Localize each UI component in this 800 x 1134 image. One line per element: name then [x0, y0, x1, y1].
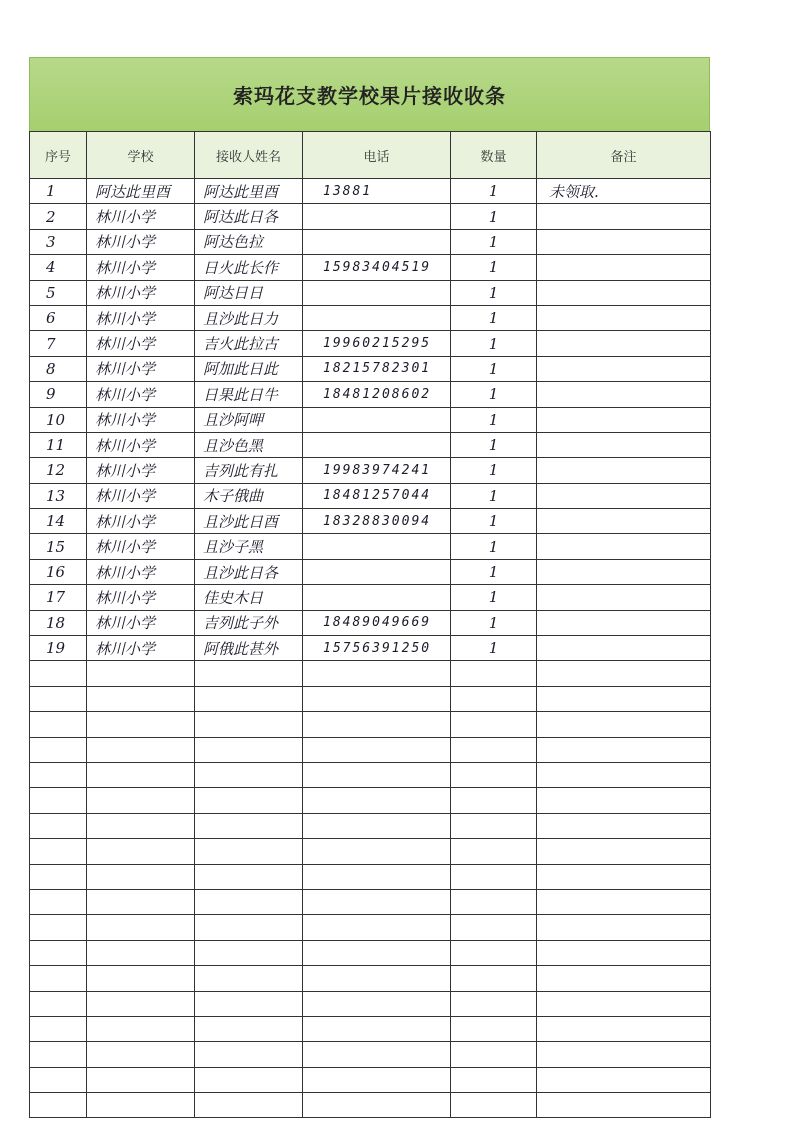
cell-note: [537, 356, 711, 381]
cell-phone: [303, 305, 451, 330]
empty-cell: [30, 940, 87, 965]
cell-phone: 15756391250: [303, 636, 451, 661]
empty-cell: [30, 813, 87, 838]
empty-cell: [87, 839, 195, 864]
empty-cell: [451, 839, 537, 864]
cell-no: 3: [30, 229, 87, 254]
empty-cell: [30, 1067, 87, 1092]
empty-cell: [537, 991, 711, 1016]
empty-row: [30, 915, 711, 940]
empty-cell: [87, 661, 195, 686]
empty-cell: [303, 864, 451, 889]
cell-receiver: 佳史木日: [195, 585, 303, 610]
header-phone: 电话: [303, 132, 451, 179]
cell-qty: 1: [451, 559, 537, 584]
empty-cell: [195, 813, 303, 838]
cell-no: 17: [30, 585, 87, 610]
table-row: [30, 407, 711, 432]
empty-row: [30, 991, 711, 1016]
cell-receiver: 阿加此日此: [195, 356, 303, 381]
empty-cell: [30, 1016, 87, 1041]
empty-cell: [30, 966, 87, 991]
cell-school: 林川小学: [87, 280, 195, 305]
table-row: [30, 356, 711, 381]
cell-phone: 15983404519: [303, 255, 451, 280]
empty-cell: [303, 788, 451, 813]
empty-cell: [303, 712, 451, 737]
cell-no: 2: [30, 204, 87, 229]
empty-cell: [303, 1016, 451, 1041]
cell-receiver: 木子俄曲: [195, 483, 303, 508]
header-no: 序号: [30, 132, 87, 179]
cell-note: [537, 229, 711, 254]
empty-cell: [303, 1042, 451, 1067]
empty-cell: [30, 1042, 87, 1067]
cell-phone: [303, 432, 451, 457]
empty-cell: [303, 686, 451, 711]
title-bar: [29, 57, 710, 131]
empty-cell: [195, 991, 303, 1016]
cell-qty: 1: [451, 458, 537, 483]
cell-no: 18: [30, 610, 87, 635]
empty-cell: [537, 1042, 711, 1067]
table-row: [30, 331, 711, 356]
empty-cell: [195, 737, 303, 762]
table-row: [30, 610, 711, 635]
cell-note: [537, 280, 711, 305]
empty-row: [30, 712, 711, 737]
cell-no: 19: [30, 636, 87, 661]
cell-school: 林川小学: [87, 255, 195, 280]
cell-school: 林川小学: [87, 636, 195, 661]
cell-qty: 1: [451, 255, 537, 280]
empty-row: [30, 813, 711, 838]
empty-cell: [303, 991, 451, 1016]
empty-row: [30, 788, 711, 813]
cell-qty: 1: [451, 407, 537, 432]
cell-qty: 1: [451, 331, 537, 356]
empty-cell: [195, 940, 303, 965]
table-row: [30, 382, 711, 407]
empty-cell: [30, 839, 87, 864]
cell-school: 林川小学: [87, 229, 195, 254]
empty-cell: [195, 661, 303, 686]
table-row: [30, 305, 711, 330]
header-school: 学校: [87, 132, 195, 179]
empty-cell: [537, 915, 711, 940]
empty-cell: [303, 762, 451, 787]
cell-receiver: 阿达此里酉: [195, 179, 303, 204]
cell-school: 林川小学: [87, 483, 195, 508]
empty-cell: [451, 889, 537, 914]
cell-school: 林川小学: [87, 559, 195, 584]
cell-school: 林川小学: [87, 585, 195, 610]
cell-receiver: 日火此长作: [195, 255, 303, 280]
empty-cell: [303, 661, 451, 686]
empty-cell: [30, 712, 87, 737]
empty-cell: [195, 762, 303, 787]
cell-receiver: 且沙此日各: [195, 559, 303, 584]
empty-cell: [537, 788, 711, 813]
empty-cell: [451, 762, 537, 787]
empty-cell: [30, 915, 87, 940]
cell-phone: 18481208602: [303, 382, 451, 407]
empty-cell: [87, 940, 195, 965]
cell-no: 1: [30, 179, 87, 204]
empty-cell: [537, 737, 711, 762]
empty-cell: [195, 966, 303, 991]
cell-phone: [303, 585, 451, 610]
cell-receiver: 且沙此日酉: [195, 509, 303, 534]
empty-cell: [87, 991, 195, 1016]
cell-qty: 1: [451, 280, 537, 305]
cell-school: 林川小学: [87, 407, 195, 432]
empty-cell: [30, 889, 87, 914]
empty-cell: [195, 864, 303, 889]
empty-row: [30, 1093, 711, 1118]
cell-qty: 1: [451, 179, 537, 204]
empty-cell: [537, 839, 711, 864]
table-row: [30, 255, 711, 280]
cell-no: 13: [30, 483, 87, 508]
empty-cell: [451, 1093, 537, 1118]
cell-phone: 19983974241: [303, 458, 451, 483]
table-row: [30, 585, 711, 610]
cell-note: [537, 255, 711, 280]
cell-receiver: 阿达色拉: [195, 229, 303, 254]
empty-row: [30, 1042, 711, 1067]
empty-cell: [451, 1067, 537, 1092]
cell-school: 林川小学: [87, 610, 195, 635]
empty-cell: [87, 1016, 195, 1041]
cell-school: 林川小学: [87, 305, 195, 330]
empty-cell: [87, 915, 195, 940]
empty-cell: [451, 686, 537, 711]
cell-no: 16: [30, 559, 87, 584]
cell-phone: 18215782301: [303, 356, 451, 381]
empty-cell: [537, 712, 711, 737]
cell-phone: [303, 559, 451, 584]
empty-cell: [451, 1016, 537, 1041]
cell-school: 林川小学: [87, 534, 195, 559]
table-row: [30, 636, 711, 661]
cell-no: 14: [30, 509, 87, 534]
cell-qty: 1: [451, 636, 537, 661]
empty-cell: [451, 940, 537, 965]
empty-cell: [537, 940, 711, 965]
empty-row: [30, 839, 711, 864]
cell-receiver: 且沙子黑: [195, 534, 303, 559]
empty-cell: [451, 712, 537, 737]
empty-cell: [451, 915, 537, 940]
table-row: [30, 534, 711, 559]
empty-cell: [303, 737, 451, 762]
empty-cell: [303, 1093, 451, 1118]
empty-cell: [87, 712, 195, 737]
cell-qty: 1: [451, 483, 537, 508]
cell-receiver: 且沙此日力: [195, 305, 303, 330]
cell-note: [537, 610, 711, 635]
cell-phone: 18481257044: [303, 483, 451, 508]
cell-phone: 18328830094: [303, 509, 451, 534]
cell-phone: [303, 407, 451, 432]
table-row: [30, 280, 711, 305]
empty-cell: [87, 686, 195, 711]
empty-cell: [303, 889, 451, 914]
cell-note: [537, 305, 711, 330]
cell-note: [537, 331, 711, 356]
empty-row: [30, 737, 711, 762]
empty-cell: [195, 712, 303, 737]
cell-phone: [303, 534, 451, 559]
empty-cell: [30, 661, 87, 686]
cell-phone: [303, 280, 451, 305]
cell-note: [537, 636, 711, 661]
empty-cell: [195, 788, 303, 813]
cell-qty: 1: [451, 509, 537, 534]
empty-cell: [87, 1093, 195, 1118]
header-qty: 数量: [451, 132, 537, 179]
cell-no: 15: [30, 534, 87, 559]
empty-cell: [537, 1067, 711, 1092]
cell-phone: [303, 229, 451, 254]
cell-no: 8: [30, 356, 87, 381]
empty-cell: [195, 915, 303, 940]
table-body: [30, 179, 711, 1118]
cell-qty: 1: [451, 432, 537, 457]
empty-cell: [303, 1067, 451, 1092]
empty-row: [30, 940, 711, 965]
cell-no: 11: [30, 432, 87, 457]
table-row: [30, 559, 711, 584]
cell-qty: 1: [451, 610, 537, 635]
empty-row: [30, 889, 711, 914]
empty-cell: [195, 1067, 303, 1092]
empty-row: [30, 966, 711, 991]
table-row: [30, 179, 711, 204]
empty-cell: [195, 1093, 303, 1118]
cell-receiver: 吉列此子外: [195, 610, 303, 635]
cell-receiver: 阿达此日各: [195, 204, 303, 229]
receipt-table: [29, 131, 711, 1118]
cell-receiver: 吉列此有扎: [195, 458, 303, 483]
empty-cell: [30, 788, 87, 813]
empty-cell: [87, 788, 195, 813]
cell-note: 未领取.: [537, 179, 711, 204]
cell-school: 林川小学: [87, 204, 195, 229]
cell-note: [537, 585, 711, 610]
empty-cell: [303, 839, 451, 864]
empty-cell: [537, 686, 711, 711]
cell-no: 7: [30, 331, 87, 356]
cell-receiver: 阿达日日: [195, 280, 303, 305]
cell-note: [537, 483, 711, 508]
empty-cell: [30, 1093, 87, 1118]
empty-cell: [451, 991, 537, 1016]
empty-cell: [87, 762, 195, 787]
empty-cell: [195, 1016, 303, 1041]
cell-phone: 13881: [303, 179, 451, 204]
table-row: [30, 458, 711, 483]
cell-school: 阿达此里酉: [87, 179, 195, 204]
cell-school: 林川小学: [87, 331, 195, 356]
empty-cell: [451, 966, 537, 991]
table-row: [30, 509, 711, 534]
empty-row: [30, 1016, 711, 1041]
empty-row: [30, 762, 711, 787]
cell-note: [537, 509, 711, 534]
cell-school: 林川小学: [87, 509, 195, 534]
cell-no: 9: [30, 382, 87, 407]
table-row: [30, 229, 711, 254]
cell-qty: 1: [451, 356, 537, 381]
cell-receiver: 且沙色黑: [195, 432, 303, 457]
cell-receiver: 日果此日牛: [195, 382, 303, 407]
empty-cell: [195, 686, 303, 711]
cell-no: 5: [30, 280, 87, 305]
empty-cell: [195, 1042, 303, 1067]
empty-cell: [303, 940, 451, 965]
cell-school: 林川小学: [87, 432, 195, 457]
empty-cell: [537, 864, 711, 889]
empty-cell: [30, 991, 87, 1016]
empty-cell: [303, 915, 451, 940]
page-title: 索玛花支教学校果片接收收条: [233, 84, 506, 108]
cell-qty: 1: [451, 229, 537, 254]
empty-cell: [30, 737, 87, 762]
empty-cell: [451, 1042, 537, 1067]
empty-cell: [537, 762, 711, 787]
header-note: 备注: [537, 132, 711, 179]
cell-phone: 18489049669: [303, 610, 451, 635]
empty-cell: [537, 966, 711, 991]
table-row: [30, 432, 711, 457]
table-row: [30, 483, 711, 508]
cell-note: [537, 458, 711, 483]
cell-qty: 1: [451, 305, 537, 330]
empty-cell: [451, 813, 537, 838]
cell-no: 12: [30, 458, 87, 483]
empty-cell: [537, 661, 711, 686]
cell-phone: 19960215295: [303, 331, 451, 356]
empty-cell: [87, 1042, 195, 1067]
empty-row: [30, 686, 711, 711]
empty-cell: [537, 1093, 711, 1118]
cell-receiver: 吉火此拉古: [195, 331, 303, 356]
cell-qty: 1: [451, 382, 537, 407]
empty-cell: [451, 788, 537, 813]
cell-qty: 1: [451, 585, 537, 610]
empty-cell: [195, 839, 303, 864]
cell-note: [537, 204, 711, 229]
empty-cell: [30, 686, 87, 711]
cell-note: [537, 534, 711, 559]
cell-no: 6: [30, 305, 87, 330]
cell-note: [537, 407, 711, 432]
receipt-sheet: [29, 57, 710, 1118]
cell-receiver: 且沙阿呷: [195, 407, 303, 432]
empty-cell: [451, 661, 537, 686]
empty-row: [30, 1067, 711, 1092]
cell-school: 林川小学: [87, 356, 195, 381]
cell-no: 4: [30, 255, 87, 280]
empty-cell: [537, 1016, 711, 1041]
empty-cell: [30, 864, 87, 889]
cell-note: [537, 382, 711, 407]
empty-cell: [537, 889, 711, 914]
cell-phone: [303, 204, 451, 229]
empty-cell: [451, 864, 537, 889]
empty-cell: [537, 813, 711, 838]
cell-note: [537, 559, 711, 584]
cell-no: 10: [30, 407, 87, 432]
cell-qty: 1: [451, 204, 537, 229]
empty-cell: [451, 737, 537, 762]
cell-receiver: 阿俄此甚外: [195, 636, 303, 661]
empty-cell: [87, 864, 195, 889]
empty-row: [30, 864, 711, 889]
empty-cell: [87, 813, 195, 838]
empty-cell: [87, 966, 195, 991]
cell-note: [537, 432, 711, 457]
empty-cell: [303, 813, 451, 838]
empty-cell: [87, 737, 195, 762]
empty-cell: [87, 1067, 195, 1092]
cell-qty: 1: [451, 534, 537, 559]
cell-school: 林川小学: [87, 458, 195, 483]
empty-cell: [303, 966, 451, 991]
empty-cell: [30, 762, 87, 787]
table-row: [30, 204, 711, 229]
empty-cell: [87, 889, 195, 914]
empty-cell: [195, 889, 303, 914]
empty-row: [30, 661, 711, 686]
header-row: [30, 132, 711, 179]
cell-school: 林川小学: [87, 382, 195, 407]
header-receiver: 接收人姓名: [195, 132, 303, 179]
